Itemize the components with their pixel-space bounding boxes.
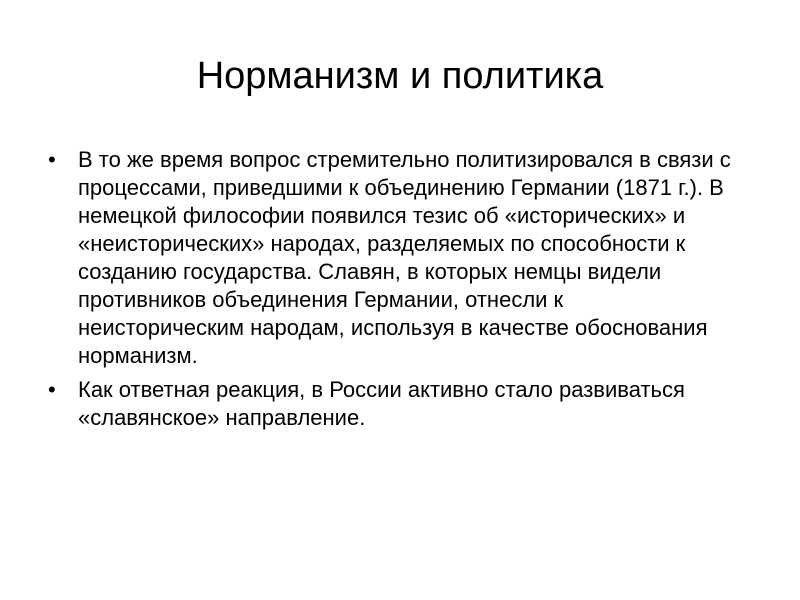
bullet-item <box>44 376 734 432</box>
slide-title: Норманизм и политика <box>196 55 604 97</box>
bullet-icon: • <box>48 377 56 402</box>
bullet-text: Как ответная реакция, в России активно стало развиваться «славянское» направление. <box>78 377 685 430</box>
bullet-icon: • <box>48 147 56 172</box>
bullet-list <box>44 146 734 438</box>
bullet-text: В то же время вопрос стремительно политизировался в связи с процессами, приведшими к объединению Германии (1871 г.). В немецкой философии появился тезис об «исторических» и «неисторических» народах, разделяемых по способности к созданию государства. Славян, в которых немцы видели противников объединения Германии, отнесли к неисторическим народам, используя в качестве обоснования норманизм. <box>78 147 731 368</box>
bullet-item <box>44 146 734 370</box>
